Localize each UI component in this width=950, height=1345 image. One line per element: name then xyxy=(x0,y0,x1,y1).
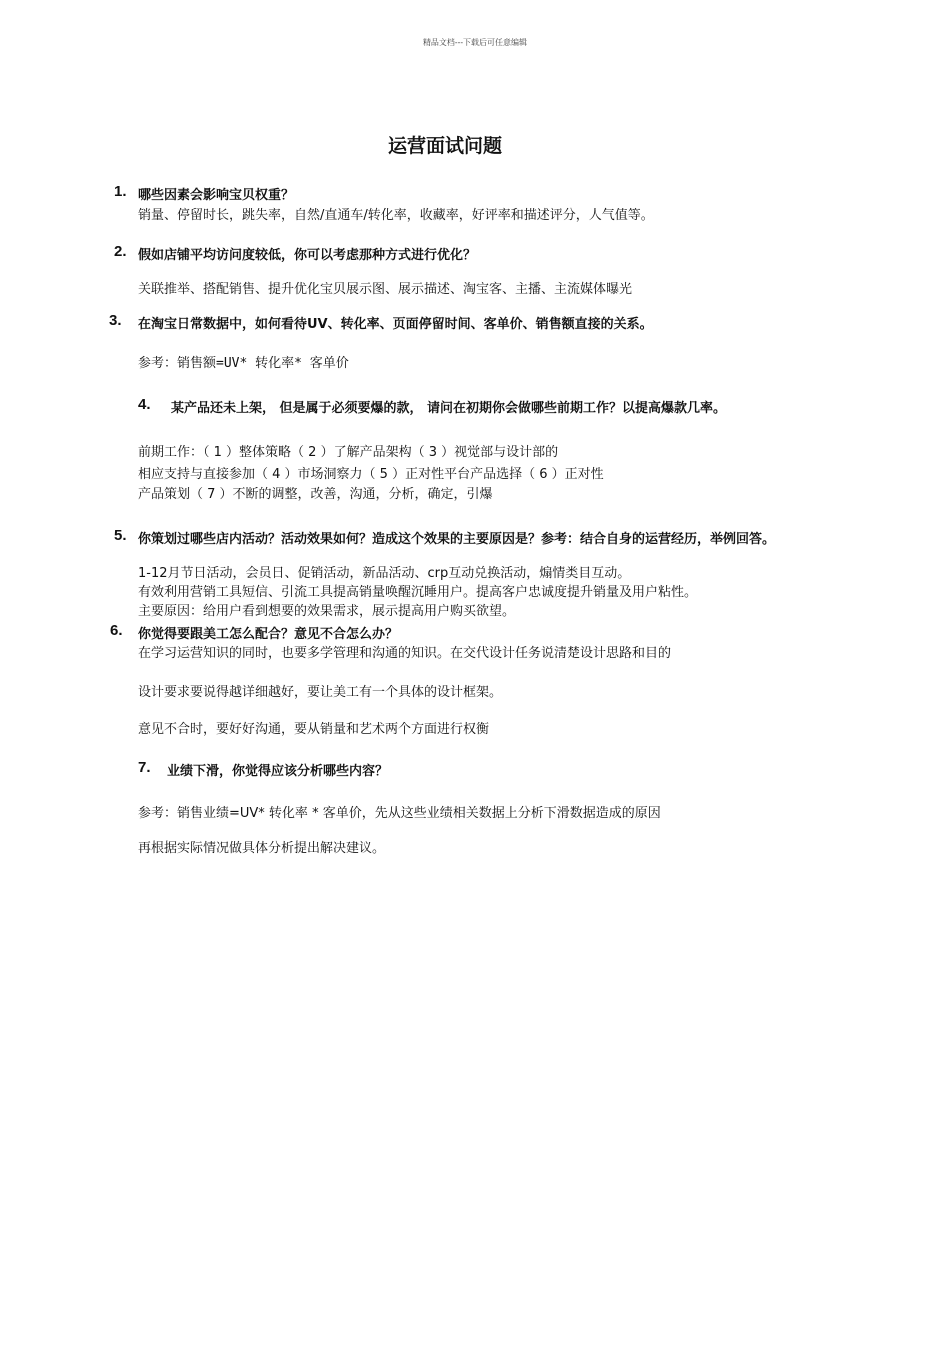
question-text: 你觉得要跟美工怎么配合？意见不合怎么办？ xyxy=(138,627,399,642)
question-number: 5. xyxy=(114,527,127,544)
answer-line: 主要原因：给用户看到想要的效果需求，展示提高用户购买欲望。 xyxy=(138,604,516,619)
question-number: 3. xyxy=(109,312,122,329)
answer-line: 参考：销售额=UV* 转化率* 客单价 xyxy=(138,356,349,371)
answer-line: 产品策划（ 7 ）不断的调整，改善，沟通，分析，确定，引爆 xyxy=(138,487,493,502)
question-text: 业绩下滑，你觉得应该分析哪些内容？ xyxy=(167,764,389,779)
answer-line: 设计要求要说得越详细越好，要让美工有一个具体的设计框架。 xyxy=(138,685,503,700)
page-title: 运营面试问题 xyxy=(387,135,502,157)
answer-line: 相应支持与直接参加（ 4 ）市场洞察力（ 5 ）正对性平台产品选择（ 6 ）正对性 xyxy=(138,467,604,482)
question-text: 哪些因素会影响宝贝权重？ xyxy=(138,188,295,203)
answer-line: 销量、停留时长，跳失率，自然/直通车/转化率，收藏率，好评率和描述评分，人气值等。 xyxy=(138,208,654,223)
question-text: 假如店铺平均访问度较低，你可以考虑那种方式进行优化？ xyxy=(138,248,477,263)
question-number: 2. xyxy=(114,243,127,260)
question-number: 7. xyxy=(138,759,151,776)
question-text: 在淘宝日常数据中，如何看待UV、转化率、页面停留时间、客单价、销售额直接的关系。 xyxy=(138,317,653,332)
question-number: 6. xyxy=(110,622,123,639)
question-text: 你策划过哪些店内活动？活动效果如何？造成这个效果的主要原因是？参考：结合自身的运营经历，举例回答。 xyxy=(138,532,776,547)
answer-line: 1-12月节日活动，会员日、促销活动，新品活动、crp互动兑换活动，煽情类目互动。 xyxy=(138,566,631,581)
answer-line: 意见不合时，要好好沟通，要从销量和艺术两个方面进行权衡 xyxy=(138,722,490,737)
answer-line: 在学习运营知识的同时，也要多学管理和沟通的知识。在交代设计任务说清楚设计思路和目的 xyxy=(138,646,672,661)
answer-line: 有效利用营销工具短信、引流工具提高销量唤醒沉睡用户。提高客户忠诚度提升销量及用户粘性。 xyxy=(138,585,698,600)
answer-line: 参考：销售业绩=UV* 转化率 * 客单价，先从这些业绩相关数据上分析下滑数据造成的原因 xyxy=(138,806,661,821)
question-number: 4. xyxy=(138,396,151,413)
answer-line: 再根据实际情况做具体分析提出解决建议。 xyxy=(138,841,386,856)
answer-line: 关联推举、搭配销售、提升优化宝贝展示图、展示描述、淘宝客、主播、主流媒体曝光 xyxy=(138,282,633,297)
header-note: 精品文档---下载后可任意编辑 xyxy=(422,38,528,47)
question-text: 某产品还未上架， 但是属于必须要爆的款， 请问在初期你会做哪些前期工作？以提高爆款几率。 xyxy=(171,401,727,416)
question-number: 1. xyxy=(114,183,127,200)
answer-line: 前期工作：（ 1 ）整体策略（ 2 ）了解产品架构（ 3 ）视觉部与设计部的 xyxy=(138,445,559,460)
